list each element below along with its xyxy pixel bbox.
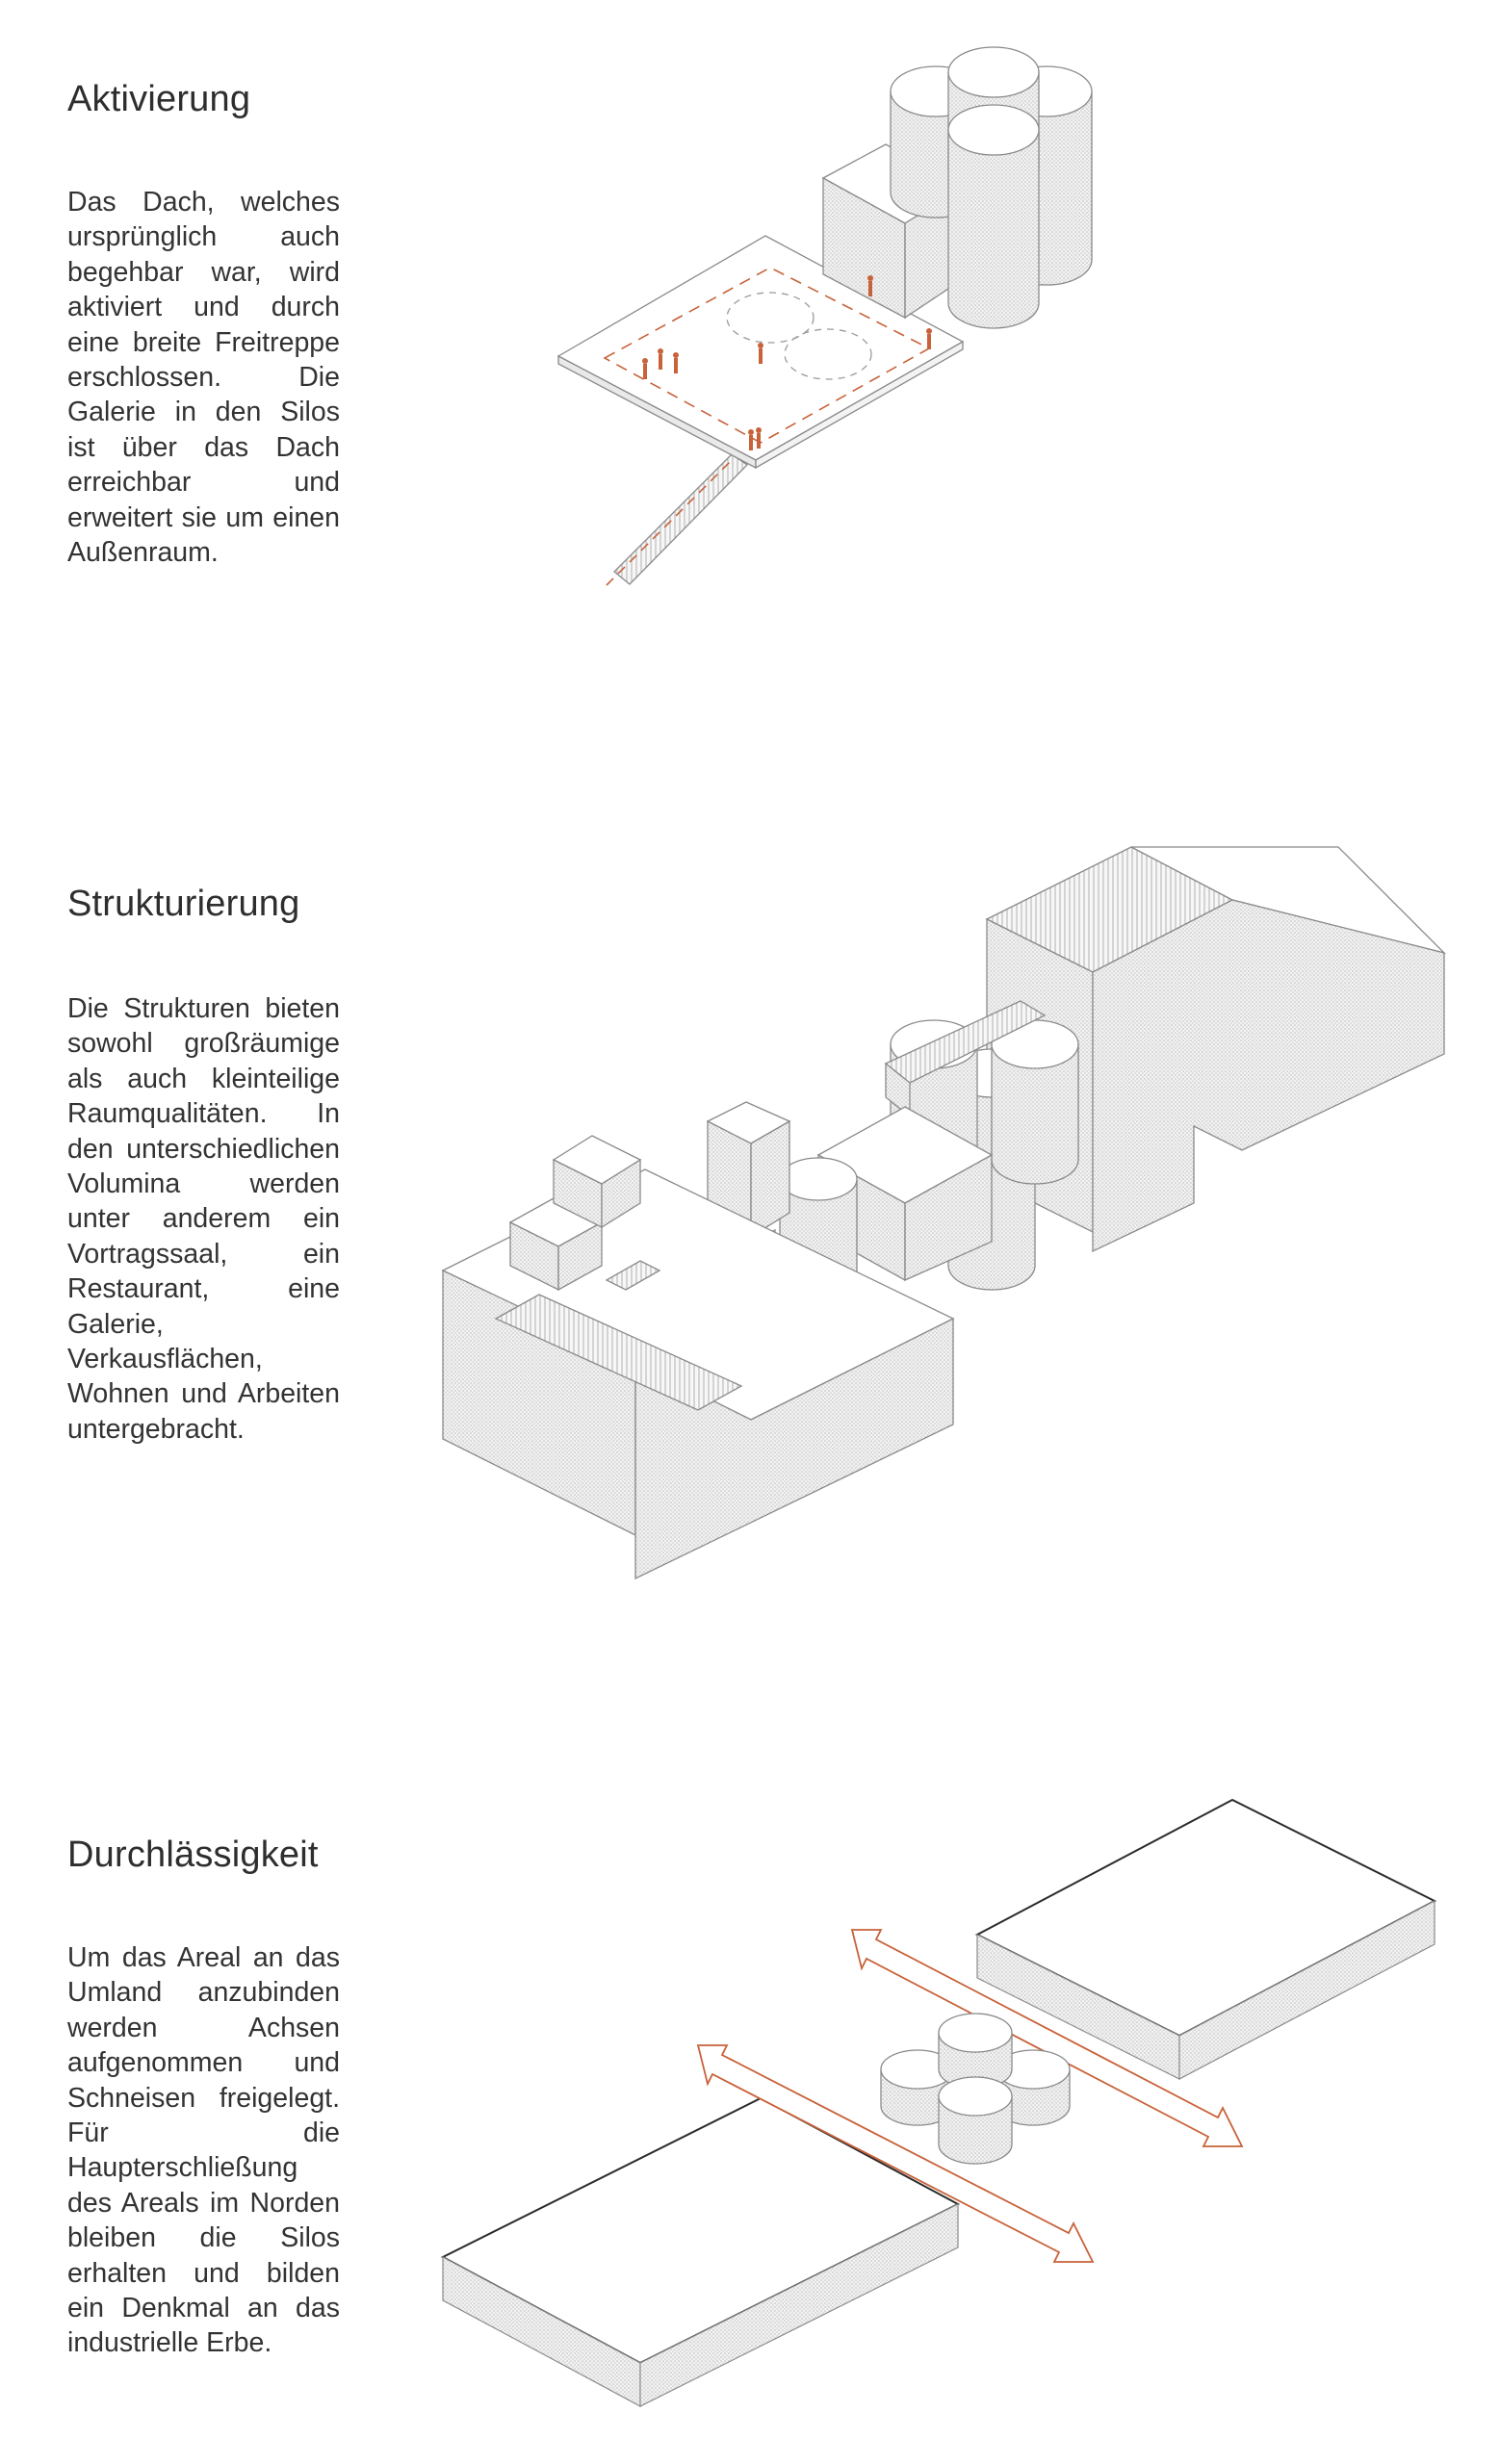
text-strukturierung: Die Strukturen bieten sowohl großräumige als auch kleinteilige Raumqualitäten. In den unterschiedlichen Volumina werden unter anderem ein Vortragssaal, ein Restaurant, eine Galerie, Verkausflächen, Wohnen und Arbeiten untergebracht. <box>67 993 340 1445</box>
diagram-durchlaessigkeit <box>443 1800 1435 2406</box>
heading-durchlaessigkeit: Durchlässigkeit <box>67 1835 319 1875</box>
heading-strukturierung: Strukturierung <box>67 884 300 924</box>
diagram-aktivierung <box>558 47 1092 585</box>
heading-aktivierung: Aktivierung <box>67 79 251 119</box>
stair-ramp <box>607 454 747 585</box>
text-durchlaessigkeit: Um das Areal an das Umland anzubinden werden Achsen aufgenommen und Schneisen freigelegt. Für die Haupterschließung des Areals im Norden bleiben die Silos erhalten und bilden ein Denkmal an das industrielle Erbe. <box>67 1942 340 2359</box>
text-aktivierung: Das Dach, welches ursprünglich auch begehbar war, wird aktiviert und durch eine breite Freitreppe erschlossen. Die Galerie in den Silos ist über das Dach erreichbar und erweitert sie um einen Außenraum. <box>67 187 340 569</box>
diagram-strukturierung <box>443 847 1444 1578</box>
